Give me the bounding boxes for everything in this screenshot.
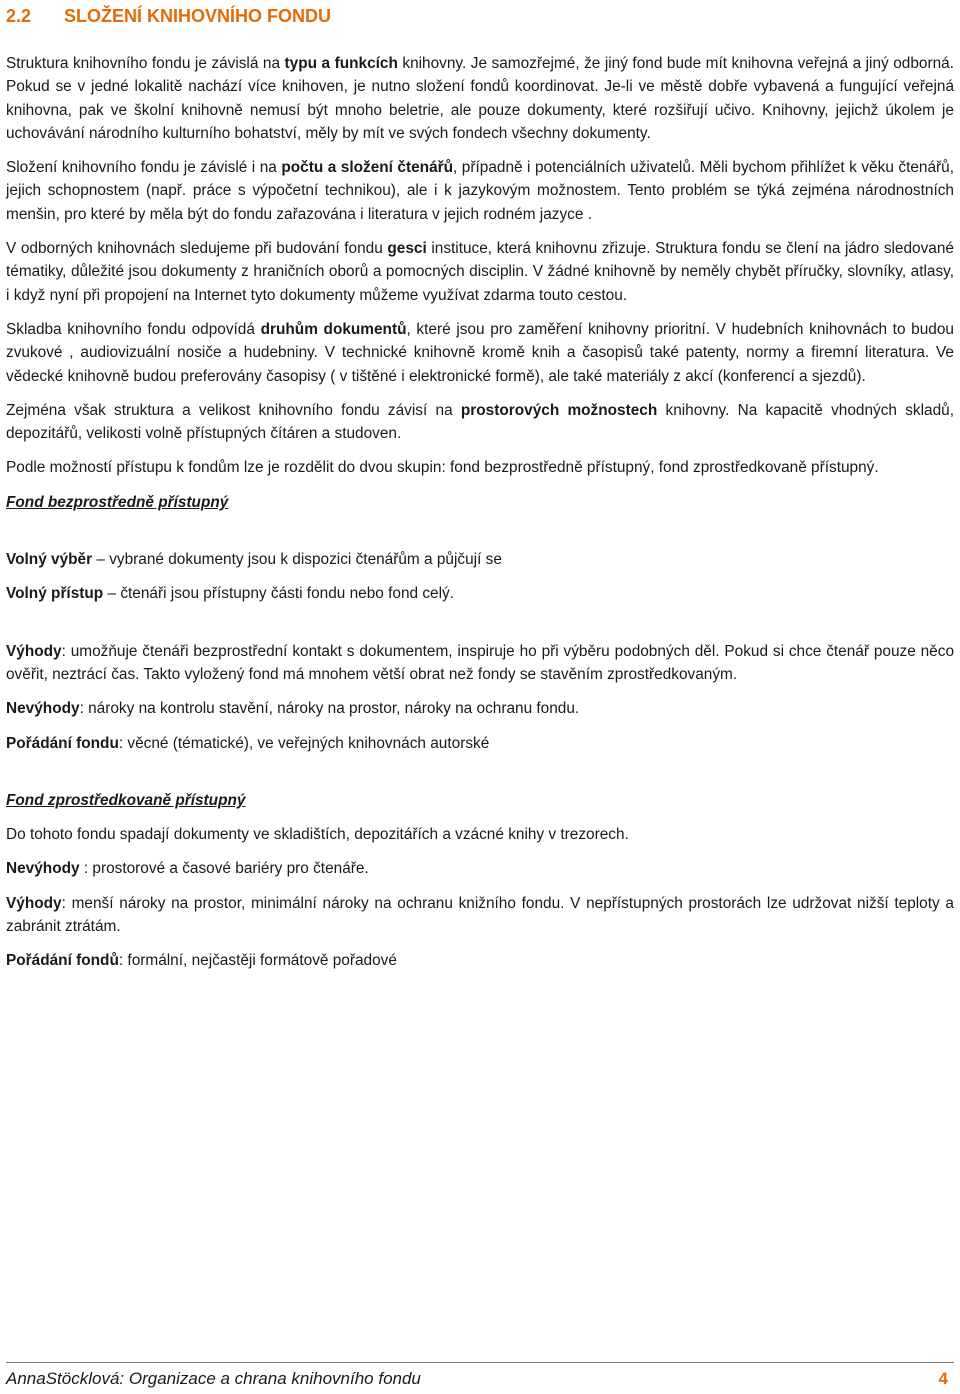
bold-term: počtu a složení čtenářů: [281, 159, 454, 177]
bold-term: typu a funkcích: [284, 55, 398, 72]
bold-term: Výhody: [6, 894, 62, 912]
subheading-mediated-access: Fond zprostředkovaně přístupný: [6, 791, 246, 809]
paragraph-depository: Do tohoto fondu spadají dokumenty ve skladištích, depozitářích a vzácné knihy v trezorech.: [6, 826, 629, 844]
bold-term: Volný výběr: [6, 551, 93, 569]
text-run: , případně i potenciálních uživatelů. Měli bychom přihlížet k věku čtenářů, jejich schopnostem (např. práce s výpočetní technikou), ale i k jazykovým možnostem. Tento problém se týká zejména národnostních menšin, pro které by měla být do fondu zařazována i literatura v jejich rodném jazyce .: [6, 159, 954, 223]
paragraph-readers: [6, 156, 954, 226]
page-number: 4: [938, 1369, 948, 1388]
section-title: SLOŽENÍ KNIHOVNÍHO FONDU: [64, 6, 332, 26]
text-run: V odborných knihovnách sledujeme při budování fondu: [6, 240, 388, 258]
text-run: : formální, nejčastěji formátově pořadové: [118, 952, 397, 970]
definition-volny-pristup: [6, 582, 954, 605]
disadvantages-mediated: [6, 857, 954, 880]
text-run: : menší nároky na prostor, minimální nároky na ochranu knižního fondu. V nepřístupných prostorách lze udržovat nižší teploty a zabránit ztrátám.: [6, 894, 954, 936]
text-run: : umožňuje čtenáři bezprostřední kontakt s dokumentem, inspiruje ho při výběru podobných děl. Pokud si chce čtenář pouze něco ověřit, neztrácí čas. Takto vyložený fond má mnohem větší obrat než fondy se stavěním zprostředkovaným.: [6, 642, 954, 683]
paragraph-specialized-libraries: [6, 237, 954, 307]
text-run: – vybrané dokumenty jsou k dispozici čtenářům a půjčují se: [92, 551, 502, 569]
text-run: : nároky na kontrolu stavění, nároky na prostor, nároky na ochranu fondu.: [79, 700, 580, 718]
bold-term: Pořádání fondu: [6, 734, 119, 752]
text-run: Zejména však struktura a velikost knihovního fondu závisí na: [6, 401, 461, 419]
paragraph-access-groups: Podle možností přístupu k fondům lze je rozdělit do dvou skupin: fond bezprostředně přístupný, fond zprostředkovaně přístupný.: [6, 459, 879, 477]
footer-divider: [6, 1362, 954, 1363]
bold-term: prostorových možnostech: [460, 401, 658, 419]
text-run: – čtenáři jsou přístupny části fondu nebo fond celý.: [103, 585, 454, 603]
text-run: : věcné (tématické), ve veřejných knihovnách autorské: [118, 734, 490, 752]
paragraph-document-types: [6, 318, 954, 388]
footer-author-title: AnnaStöcklová: Organizace a chrana knihovního fondu: [6, 1369, 421, 1388]
text-run: knihovny. Je samozřejmé, že jiný fond bude mít knihovna veřejná a jiný odborná. Pokud se v jedné lokalitě nachází více knihoven, je nutno složení fondů koordinovat. Je-li ve městě dobře vybavená a fungující veřejná knihovna, pak ve školní knihovně nemusí být mnoho beletrie, ale pouze dokumenty, které rozšiřují učivo. Knihovny, jejichž úkolem je uchovávání národního kulturního bohatství, měly by mít ve svých fondech všechny dokumenty.: [6, 55, 954, 142]
page-footer: [6, 1369, 948, 1389]
section-number: 2.2: [6, 6, 32, 26]
text-run: : prostorové a časové bariéry pro čtenáře.: [79, 860, 369, 878]
arrangement-mediated: [6, 949, 954, 972]
bold-term: gesci: [387, 240, 427, 258]
disadvantages-direct: [6, 697, 954, 720]
bold-term: Výhody: [6, 642, 62, 660]
text-run: instituce, která knihovnu zřizuje. Struktura fondu se člení na jádro sledované tématiky, důležité jsou dokumenty z hraničních oborů a pomocných disciplin. V žádné knihovně by neměly chybět příručky, slovníky, atlasy, i když nyní při propojení na Internet tyto dokumenty můžeme využívat zdarma touto cestou.: [6, 240, 954, 304]
paragraph-library-type: [6, 52, 954, 145]
paragraph-space: [6, 399, 954, 446]
text-run: , které jsou pro zaměření knihovny prioritní. V hudebních knihovnách to budou zvukové , audiovizuální nosiče a hudebniny. V technické knihovně kromě knih a časopisů také patenty, normy a firemní literatura. Ve vědecké knihovně budou preferovány časopisy ( v tištěné i elektronické formě), ale také materiály z akcí (konferencí a sjezdů).: [6, 320, 954, 385]
bold-term: Volný přístup: [6, 585, 104, 603]
text-run: Složení knihovního fondu je závislé i na: [6, 159, 282, 177]
text-run: knihovny. Na kapacitě vhodných skladů, depozitářů, velikosti volně přístupných čítáren a studoven.: [6, 401, 954, 443]
bold-term: druhům dokumentů: [260, 320, 407, 338]
section-heading: [6, 6, 331, 27]
text-run: Struktura knihovního fondu je závislá na: [6, 55, 285, 72]
definition-volny-vyber: [6, 548, 954, 571]
arrangement-direct: [6, 732, 954, 755]
advantages-mediated: [6, 892, 954, 939]
bold-term: Pořádání fondů: [6, 952, 119, 970]
bold-term: Nevýhody: [6, 860, 80, 878]
document-body: [6, 52, 954, 984]
subheading-direct-access: Fond bezprostředně přístupný: [6, 493, 229, 511]
bold-term: Nevýhody: [6, 700, 80, 718]
advantages-direct: [6, 640, 954, 687]
text-run: Skladba knihovního fondu odpovídá: [6, 320, 261, 338]
